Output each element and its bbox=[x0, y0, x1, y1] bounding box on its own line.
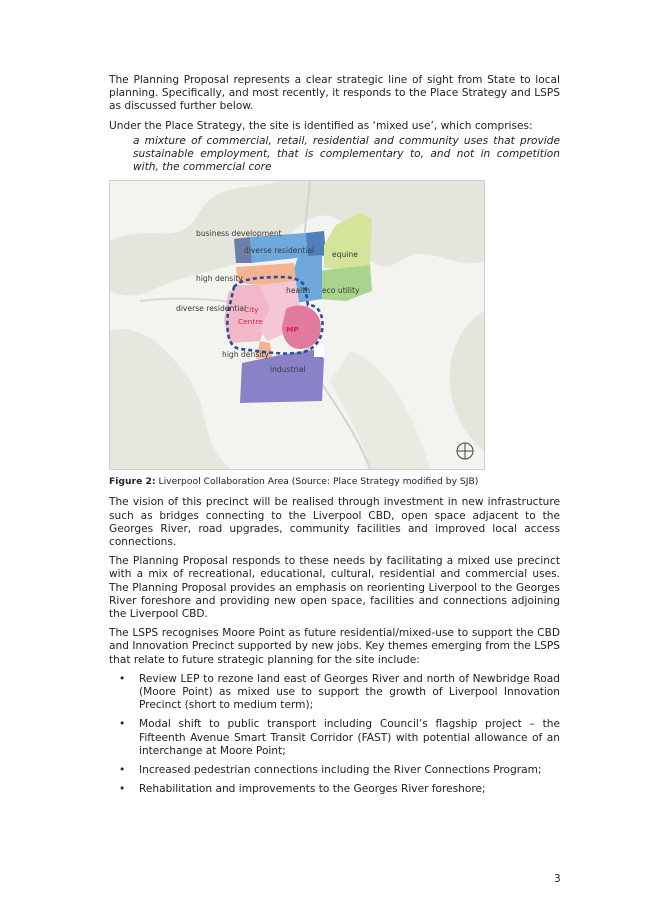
mixed-use-quote: a mixture of commercial, retail, residential and community uses that provide sustainable employment, that is complementary to, and not in competition with, the commercial core bbox=[133, 134, 560, 174]
document-page bbox=[109, 74, 560, 802]
label-high-density-top: high density bbox=[196, 274, 243, 284]
list-item-text: Increased pedestrian connections including the River Connections Program; bbox=[139, 764, 542, 777]
figure-caption bbox=[109, 476, 560, 488]
lsps-themes-list bbox=[109, 673, 560, 797]
page-number: 3 bbox=[554, 873, 561, 885]
label-equine: equine bbox=[332, 250, 358, 260]
list-item bbox=[109, 783, 560, 796]
label-industrial: industrial bbox=[270, 365, 306, 375]
list-item-text: Review LEP to rezone land east of Georges River and north of Newbridge Road (Moore Point) as mixed use to support the growth of Liverpool Innovation Precinct (short to medium term); bbox=[139, 672, 560, 712]
list-item bbox=[109, 673, 560, 713]
response-paragraph: The Planning Proposal responds to these needs by facilitating a mixed use precinct with a mix of recreational, educational, cultural, residential and commercial uses. The Planning Proposal provides an emphasis on reorienting Liverpool to the Georges River foreshore and providing new open space, facilities and connections adjoining the Liverpool CBD. bbox=[109, 555, 560, 621]
bullet-glyph: • bbox=[119, 764, 126, 777]
label-business-development: business development bbox=[196, 229, 282, 239]
vision-paragraph: The vision of this precinct will be realised through investment in new infrastructure such as bridges connecting to the Liverpool CBD, open space adjacent to the Georges River, road upgrades, community facilities and improved local access connections. bbox=[109, 496, 560, 549]
intro-paragraph: The Planning Proposal represents a clear strategic line of sight from State to local planning. Specifically, and most recently, it responds to the Place Strategy and LSPS as discussed further below. bbox=[109, 74, 560, 113]
place-strategy-paragraph: Under the Place Strategy, the site is identified as ‘mixed use’, which comprises: bbox=[109, 119, 533, 132]
bullet-glyph: • bbox=[119, 783, 126, 796]
label-centre: Centre bbox=[238, 317, 263, 327]
list-item-text: Rehabilitation and improvements to the Georges River foreshore; bbox=[139, 783, 486, 796]
label-health: health bbox=[286, 286, 311, 296]
figure-caption-label: Figure 2: bbox=[109, 476, 156, 488]
label-eco-utility: eco utility bbox=[322, 286, 360, 296]
list-item bbox=[109, 764, 560, 777]
list-item-text: Modal shift to public transport including Council’s flagship project – the Fifteenth Avenue Smart Transit Corridor (FAST) with potential allowance of an interchange at Moore Point; bbox=[139, 718, 560, 757]
label-diverse-residential-top: diverse residential bbox=[244, 246, 315, 256]
zone-gap bbox=[314, 345, 324, 357]
collaboration-area-map bbox=[109, 180, 485, 470]
label-mp: MP bbox=[286, 325, 299, 335]
bullet-glyph: • bbox=[119, 672, 126, 685]
bullet-glyph: • bbox=[119, 718, 126, 731]
compass-icon bbox=[457, 443, 473, 459]
label-diverse-residential-left: diverse residential bbox=[176, 304, 247, 314]
figure-caption-text: Liverpool Collaboration Area (Source: Place Strategy modified by SJB) bbox=[155, 476, 479, 488]
list-item bbox=[109, 718, 560, 758]
lsps-paragraph: The LSPS recognises Moore Point as future residential/mixed-use to support the CBD and Innovation Precinct supported by new jobs. Key themes emerging from the LSPS that relate to future strategic planning for the site include: bbox=[109, 627, 560, 666]
label-high-density-bottom: high density bbox=[222, 350, 269, 360]
map-graphic bbox=[110, 181, 484, 469]
label-city: City bbox=[244, 305, 259, 315]
